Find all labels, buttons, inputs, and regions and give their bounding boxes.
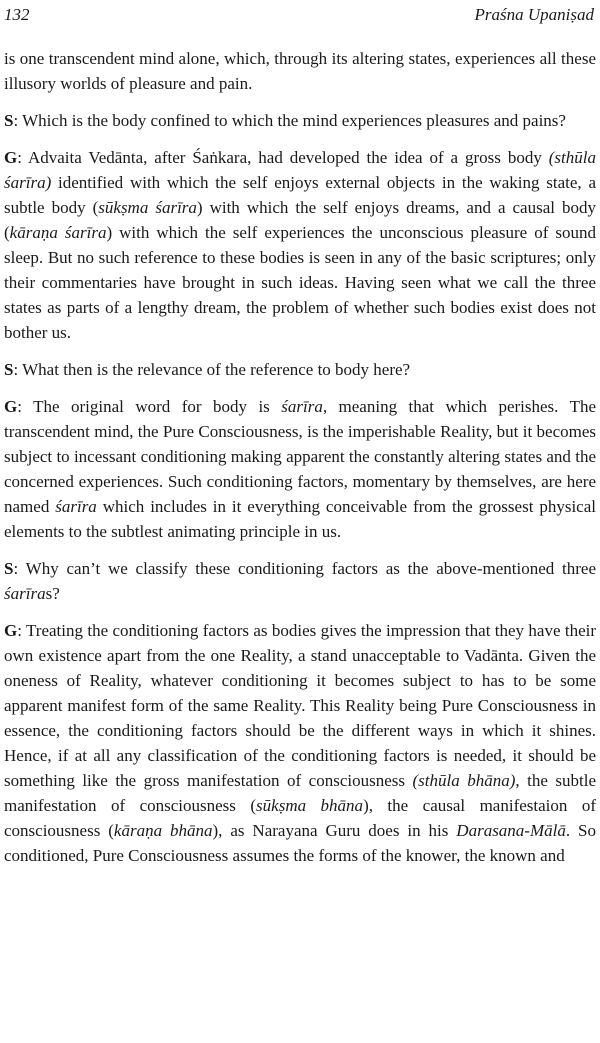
paragraph	[4, 108, 596, 133]
text-segment: . So conditioned, Pure Consciousness assumes the forms of the knower, the known and	[4, 821, 596, 865]
body-text	[4, 46, 596, 868]
speaker-label: G	[4, 148, 18, 167]
italic-term: sūkṣma bhāna	[256, 796, 364, 815]
text-segment: ) with which the self experiences the unconscious pleasure of sound sleep. But no such reference to these bodies is seen in any of the basic scriptures; only their commentaries have brought in such ideas. Having seen what we call the three states as parts of a lengthy dream, the problem of whether such bodies exist does not bother us.	[4, 223, 597, 342]
text-segment: : Why can’t we classify these conditioning factors as the above-mentioned three	[13, 559, 596, 578]
paragraph	[4, 145, 596, 345]
text-segment: is one transcendent mind alone, which, through its altering states, experiences all these illusory worlds of pleasure and pain.	[4, 49, 596, 93]
text-segment: : Treating the conditioning factors as bodies gives the impression that they have their own existence apart from the one Reality, a stand unacceptable to Vadānta. Given the oneness of Reality, whatever conditioning it becomes subject to has to be some apparent manifest form of the same Reality. This Reality being Pure Consciousness in essence, the conditioning factors should be the different ways in which it shines. Hence, if at all any classification of the conditioning factors is needed, it should be something like the gross manifestation of consciousness	[4, 621, 596, 790]
text-segment: ), the causal manifestaion of consciousness (	[4, 796, 596, 840]
speaker-label: S	[4, 559, 14, 578]
text-segment: : Which is the body confined to which the mind experiences pleasures and pains?	[13, 111, 566, 130]
italic-term: śarīra	[55, 497, 97, 516]
text-segment: : Advaita Vedānta, after Śaṅkara, had developed the idea of a gross body	[17, 148, 549, 167]
speaker-label: G	[4, 621, 18, 640]
text-segment: ), as Narayana Guru does in his	[212, 821, 457, 840]
italic-term: Darasana-Mālā	[456, 821, 566, 840]
paragraph	[4, 618, 596, 868]
page-number: 132	[4, 5, 30, 24]
text-segment: s?	[45, 584, 60, 603]
text-segment: identified with which the self enjoys external objects in the waking state, a subtle body (	[4, 173, 596, 217]
italic-term: sūkṣma śarīra	[98, 198, 197, 217]
paragraph	[4, 556, 596, 606]
speaker-label: G	[4, 397, 18, 416]
italic-term: kāraṇa bhāna	[113, 821, 213, 840]
italic-term: kāraṇa śarīra	[9, 223, 107, 242]
italic-term: (sthūla śarīra)	[4, 148, 596, 192]
italic-term: śarīra	[281, 397, 323, 416]
paragraph	[4, 46, 596, 96]
text-segment: , the subtle manifestation of consciousness (	[4, 771, 596, 815]
text-segment: : What then is the relevance of the reference to body here?	[13, 360, 411, 379]
page-header	[4, 0, 596, 34]
italic-term: (sthūla bhāna)	[412, 771, 516, 790]
text-segment: which includes in it everything conceivable from the grossest physical elements to the subtlest animating principle in us.	[4, 497, 596, 541]
italic-term: śarīra	[4, 584, 46, 603]
paragraph	[4, 394, 596, 544]
text-segment: , meaning that which perishes. The transcendent mind, the Pure Consciousness, is the imperishable Reality, but it becomes subject to incessant conditioning making apparent the constantly altering states and the concerned experiences. Such conditioning factors, momentary by themselves, are here named	[4, 397, 597, 516]
running-title: Praśna Upaniṣad	[474, 5, 594, 24]
speaker-label: S	[4, 360, 14, 379]
paragraph	[4, 357, 596, 382]
speaker-label: S	[4, 111, 14, 130]
text-segment: ) with which the self enjoys dreams, and a causal body (	[4, 198, 596, 242]
text-segment: : The original word for body is	[17, 397, 282, 416]
